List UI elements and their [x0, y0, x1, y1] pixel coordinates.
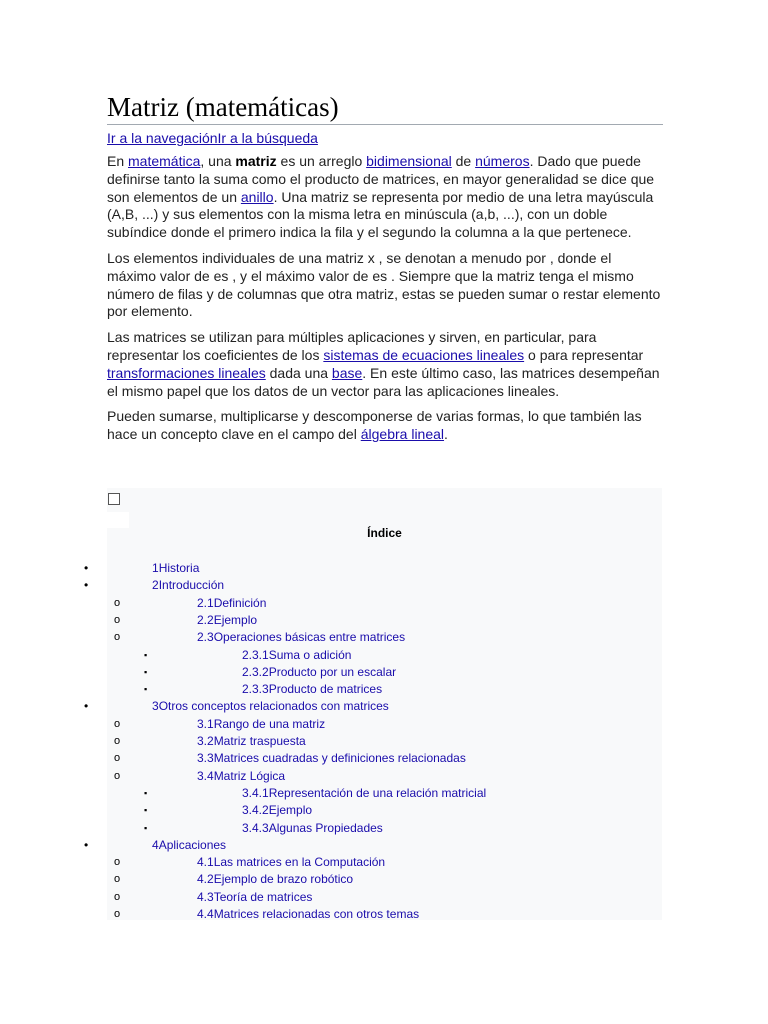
toc-item-2-3[interactable]: [197, 629, 405, 646]
toc-bullet: ▪: [144, 805, 148, 815]
toc-item-4-3[interactable]: [197, 889, 312, 906]
toc-item-3-4[interactable]: [197, 768, 285, 785]
link-base[interactable]: base: [331, 364, 363, 381]
toc-item-3[interactable]: [152, 698, 389, 715]
toc-bullet: o: [114, 718, 121, 730]
toc-bullet: o: [114, 735, 121, 747]
intro-paragraph-3: Las matrices se utilizan para múltiples aplicaciones y sirven, en particular, para representar los coeficientes de los sistemas de ecuaciones lineales o para representar transformaciones lineales dada una base. En este último caso, las matrices desempeñan el mismo papel que los datos de un vector para las aplicaciones lineales.: [107, 329, 660, 399]
toc-item-label: Ejemplo: [213, 613, 258, 627]
toc-item-number: 4.4: [197, 907, 214, 921]
toc-item-number: 3.3: [197, 751, 214, 765]
toc-bullet: o: [114, 873, 121, 885]
toc-item-number: 3.4.3: [242, 821, 269, 835]
link-transformaciones-lineales[interactable]: transformaciones lineales: [107, 364, 266, 381]
toc-bullet: ▪: [144, 788, 148, 798]
toc-item-4-1[interactable]: [197, 854, 385, 871]
link-bidimensional[interactable]: bidimensional: [366, 153, 452, 169]
toc-item-number: 4: [152, 838, 159, 852]
toc-item-label: Producto por un escalar: [268, 665, 397, 679]
intro-paragraph-4: Pueden sumarse, multiplicarse y descomponerse de varias formas, lo que también las hace un concepto clave en el campo del álgebra lineal.: [107, 408, 642, 443]
toc-item-number: 2.3.3: [242, 682, 269, 696]
toc-item-4[interactable]: [152, 837, 226, 854]
toc-item-number: 4.2: [197, 872, 214, 886]
toc-bullet: o: [114, 856, 121, 868]
toc-bullet: o: [114, 891, 121, 903]
toc-item-label: Introducción: [158, 578, 225, 592]
article-body: [107, 92, 663, 444]
toc-item-1[interactable]: [152, 560, 199, 577]
toc-bullet: •: [84, 578, 89, 592]
toc-item-number: 3.4.1: [242, 786, 269, 800]
toc-item-3-4-1[interactable]: [242, 785, 486, 802]
link-numeros[interactable]: números: [475, 153, 530, 169]
toc-bullet: o: [114, 770, 121, 782]
toc-bullet: ▪: [144, 684, 148, 694]
toc-item-label: Otros conceptos relacionados con matrices: [158, 699, 389, 713]
toc-item-number: 2.3.2: [242, 665, 269, 679]
toc-item-label: Matrices cuadradas y definiciones relacionadas: [213, 751, 466, 765]
toc-item-label: Producto de matrices: [268, 682, 383, 696]
toc-item-label: Ejemplo de brazo robótico: [213, 872, 354, 886]
toc-item-3-3[interactable]: [197, 750, 466, 767]
toc-bullet: ▪: [144, 823, 148, 833]
toc-item-2-1[interactable]: [197, 595, 266, 612]
toc-item-label: Algunas Propiedades: [268, 821, 383, 835]
toc-item-label: Aplicaciones: [158, 838, 227, 852]
toc-bullet: o: [114, 908, 121, 920]
toc-item-number: 4.3: [197, 890, 214, 904]
toc-item-label: Ejemplo: [268, 803, 313, 817]
toc-item-label: Matrices relacionadas con otros temas: [213, 907, 420, 921]
link-matematica[interactable]: matemática: [128, 153, 201, 169]
toc-bullet: •: [84, 699, 89, 713]
toc-item-number: 2.3.1: [242, 648, 269, 662]
toc-item-label: Definición: [213, 596, 267, 610]
toc-item-number: 4.1: [197, 855, 214, 869]
toc-bullet: o: [114, 752, 121, 764]
toc-item-3-1[interactable]: [197, 716, 325, 733]
toc-item-number: 2: [152, 578, 159, 592]
toc-item-2-3-2[interactable]: [242, 664, 396, 681]
toc-toggle-checkbox[interactable]: [108, 493, 120, 505]
toc-item-label: Teoría de matrices: [213, 890, 313, 904]
toc-bullet: •: [84, 838, 89, 852]
toc-bullet: o: [114, 631, 121, 643]
toc-item-number: 2.1: [197, 596, 214, 610]
toc-item-3-4-2[interactable]: [242, 802, 312, 819]
toc-item-number: 2.3: [197, 630, 214, 644]
page-title: Matriz (matemáticas): [107, 92, 663, 125]
toc-bullet: ▪: [144, 650, 148, 660]
toc-bullet: o: [114, 614, 121, 626]
toc-item-2[interactable]: [152, 577, 224, 594]
jump-links: [107, 129, 663, 147]
toc-item-label: Operaciones básicas entre matrices: [213, 630, 406, 644]
toc-bullet: ▪: [144, 667, 148, 677]
toc-bullet: •: [84, 561, 89, 575]
toc-bullet: o: [114, 597, 121, 609]
link-anillo[interactable]: anillo: [240, 188, 274, 205]
toc-item-4-2[interactable]: [197, 871, 353, 888]
intro-paragraph-2: Los elementos individuales de una matriz x , se denotan a menudo por , donde el máximo valor de es , y el máximo valor de es . Siempre que la matriz tenga el mismo número de filas y de columnas que otra matriz, estas se pueden sumar o restar elemento por elemento.: [107, 249, 661, 320]
jump-search-link[interactable]: Ir a la búsqueda: [217, 130, 318, 146]
term-matriz: matriz: [235, 153, 277, 169]
toc-item-number: 3.2: [197, 734, 214, 748]
toc-item-3-4-3[interactable]: [242, 820, 383, 837]
toc-item-label: Las matrices en la Computación: [213, 855, 386, 869]
toc-item-label: Representación de una relación matricial: [268, 786, 487, 800]
toc-item-2-2[interactable]: [197, 612, 257, 629]
toc-item-number: 3: [152, 699, 159, 713]
intro-paragraph-1: En matemática, una matriz es un arreglo bidimensional de números. Dado que puede definirse tanto la suma como el producto de matrices, en mayor generalidad se dice que son elementos de un anillo. Una matriz se representa por medio de una letra mayúscula (A,B, ...) y sus elementos con la misma letra en minúscula (a,b, ...), con un doble subíndice donde el primero indica la fila y el segundo la columna a la que pertenece.: [107, 153, 655, 241]
toc-item-2-3-3[interactable]: [242, 681, 382, 698]
toc-item-label: Rango de una matriz: [213, 717, 326, 731]
jump-navigation-link[interactable]: Ir a la navegación: [107, 130, 218, 146]
toc-item-label: Matriz traspuesta: [213, 734, 306, 748]
toc-item-label: Matriz Lógica: [213, 769, 286, 783]
toc-title: Índice: [367, 526, 402, 540]
toc-item-4-4[interactable]: [197, 906, 419, 923]
toc-item-number: 1: [152, 561, 159, 575]
toc-item-number: 3.4: [197, 769, 214, 783]
link-sistemas-ecuaciones[interactable]: sistemas de ecuaciones lineales: [323, 346, 525, 363]
link-algebra-lineal[interactable]: álgebra lineal: [360, 426, 445, 443]
toc-item-number: 2.2: [197, 613, 214, 627]
toc-item-label: Historia: [158, 561, 200, 575]
toc-item-label: Suma o adición: [268, 648, 352, 662]
toc-item-number: 3.1: [197, 717, 214, 731]
toc-item-number: 3.4.2: [242, 803, 269, 817]
toc-item-2-3-1[interactable]: [242, 647, 351, 664]
toc-item-3-2[interactable]: [197, 733, 306, 750]
